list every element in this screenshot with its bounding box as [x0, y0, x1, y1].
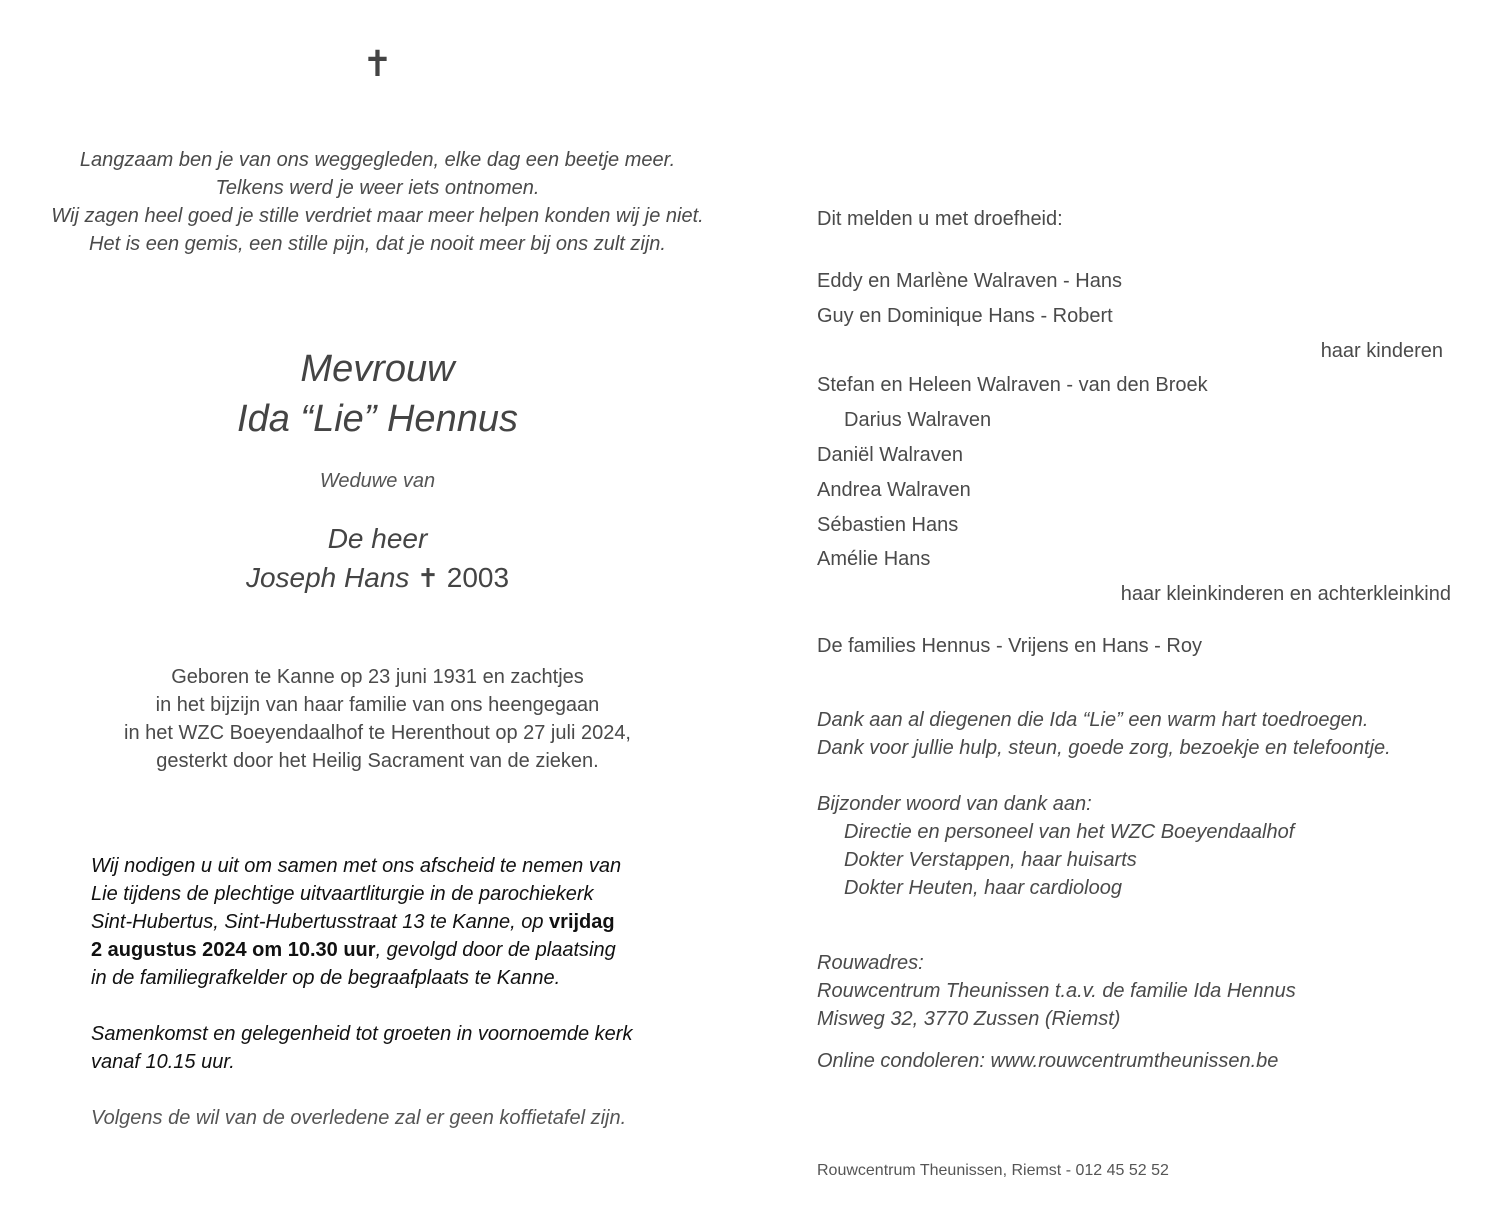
invite-line	[91, 936, 731, 964]
footer-funeral-home: Rouwcentrum Theunissen, Riemst - 012 45 52 52	[817, 1162, 1169, 1179]
gathering-line: Samenkomst en gelegenheid tot groeten in voornoemde kerk	[91, 1023, 633, 1045]
poem-line: Telkens werd je weer iets ontnomen.	[215, 177, 540, 199]
grandchildren-label: haar kleinkinderen en achterkleinkind	[1120, 583, 1451, 605]
husband-line	[0, 558, 755, 599]
grandchild-name: Sébastien Hans	[817, 514, 959, 536]
birth-death-notice	[0, 663, 755, 775]
address-line: Misweg 32, 3770 Zussen (Riemst)	[817, 1008, 1121, 1030]
special-thanks-item: Directie en personeel van het WZC Boeyendaalhof	[844, 821, 1295, 843]
invite-line: in de familiegrafkelder op de begraafplaats te Kanne.	[91, 967, 561, 989]
grandchild-name: Daniël Walraven	[817, 444, 963, 466]
special-thanks-item: Dokter Heuten, haar cardioloog	[844, 877, 1122, 899]
invite-line: Lie tijdens de plechtige uitvaartliturgie in de parochiekerk	[91, 883, 594, 905]
cross-icon: ✝	[417, 564, 439, 594]
invite-line	[91, 908, 731, 936]
child-name: Eddy en Marlène Walraven - Hans	[817, 270, 1122, 292]
grandchild-name: Stefan en Heleen Walraven - van den Broek	[817, 374, 1208, 396]
funeral-datetime: 2 augustus 2024 om 10.30 uur	[91, 939, 376, 961]
great-grandchild-name: Darius Walraven	[844, 409, 992, 431]
intro-text: Dit melden u met droefheid:	[817, 208, 1063, 230]
poem	[0, 146, 755, 258]
address-line: Rouwcentrum Theunissen t.a.v. de familie Ida Hennus	[817, 980, 1296, 1002]
widow-of-label: Weduwe van	[319, 470, 436, 492]
children-label: haar kinderen	[1320, 340, 1443, 362]
online-condolence: Online condoleren: www.rouwcentrumtheunissen.be	[817, 1050, 1279, 1072]
husband-death-year: 2003	[446, 562, 510, 593]
funeral-invitation	[91, 852, 731, 1132]
families-line: De families Hennus - Vrijens en Hans - Roy	[817, 635, 1202, 657]
invite-text: , gevolgd door de plaatsing	[375, 939, 616, 961]
husband-title: De heer	[327, 523, 428, 554]
husband-name: Joseph Hans	[245, 562, 410, 593]
right-page	[755, 0, 1509, 1214]
notice-line: gesterkt door het Heilig Sacrament van de zieken.	[156, 750, 599, 772]
grandchild-name: Amélie Hans	[817, 548, 931, 570]
address-heading: Rouwadres:	[817, 952, 924, 974]
thanks-line: Dank aan al diegenen die Ida “Lie” een warm hart toedroegen.	[817, 709, 1369, 731]
poem-line: Wij zagen heel goed je stille verdriet maar meer helpen konden wij je niet.	[51, 205, 704, 227]
notice-line: in het bijzijn van haar familie van ons heengegaan	[155, 694, 600, 716]
invite-text: Sint-Hubertus, Sint-Hubertusstraat 13 te Kanne, op	[91, 911, 550, 933]
notice-line: in het WZC Boeyendaalhof te Herenthout op 27 juli 2024,	[124, 722, 631, 744]
deceased-title: Mevrouw	[300, 348, 455, 390]
special-thanks-heading: Bijzonder woord van dank aan:	[817, 793, 1092, 815]
grandchild-name: Andrea Walraven	[817, 479, 971, 501]
gathering-line: vanaf 10.15 uur.	[91, 1051, 235, 1073]
cross-icon: ✝	[362, 44, 393, 85]
invite-line: Wij nodigen u uit om samen met ons afscheid te nemen van	[91, 855, 622, 877]
poem-line: Langzaam ben je van ons weggegleden, elke dag een beetje meer.	[79, 149, 676, 171]
special-thanks-item: Dokter Verstappen, haar huisarts	[844, 849, 1137, 871]
poem-line: Het is een gemis, een stille pijn, dat je nooit meer bij ons zult zijn.	[89, 233, 666, 255]
deceased-name: Ida “Lie” Hennus	[237, 398, 518, 440]
thanks-line: Dank voor jullie hulp, steun, goede zorg, bezoekje en telefoontje.	[817, 737, 1391, 759]
child-name: Guy en Dominique Hans - Robert	[817, 305, 1113, 327]
funeral-day: vrijdag	[549, 911, 615, 933]
no-coffee-table-note: Volgens de wil van de overledene zal er geen koffietafel zijn.	[91, 1107, 627, 1129]
notice-line: Geboren te Kanne op 23 juni 1931 en zachtjes	[171, 666, 584, 688]
